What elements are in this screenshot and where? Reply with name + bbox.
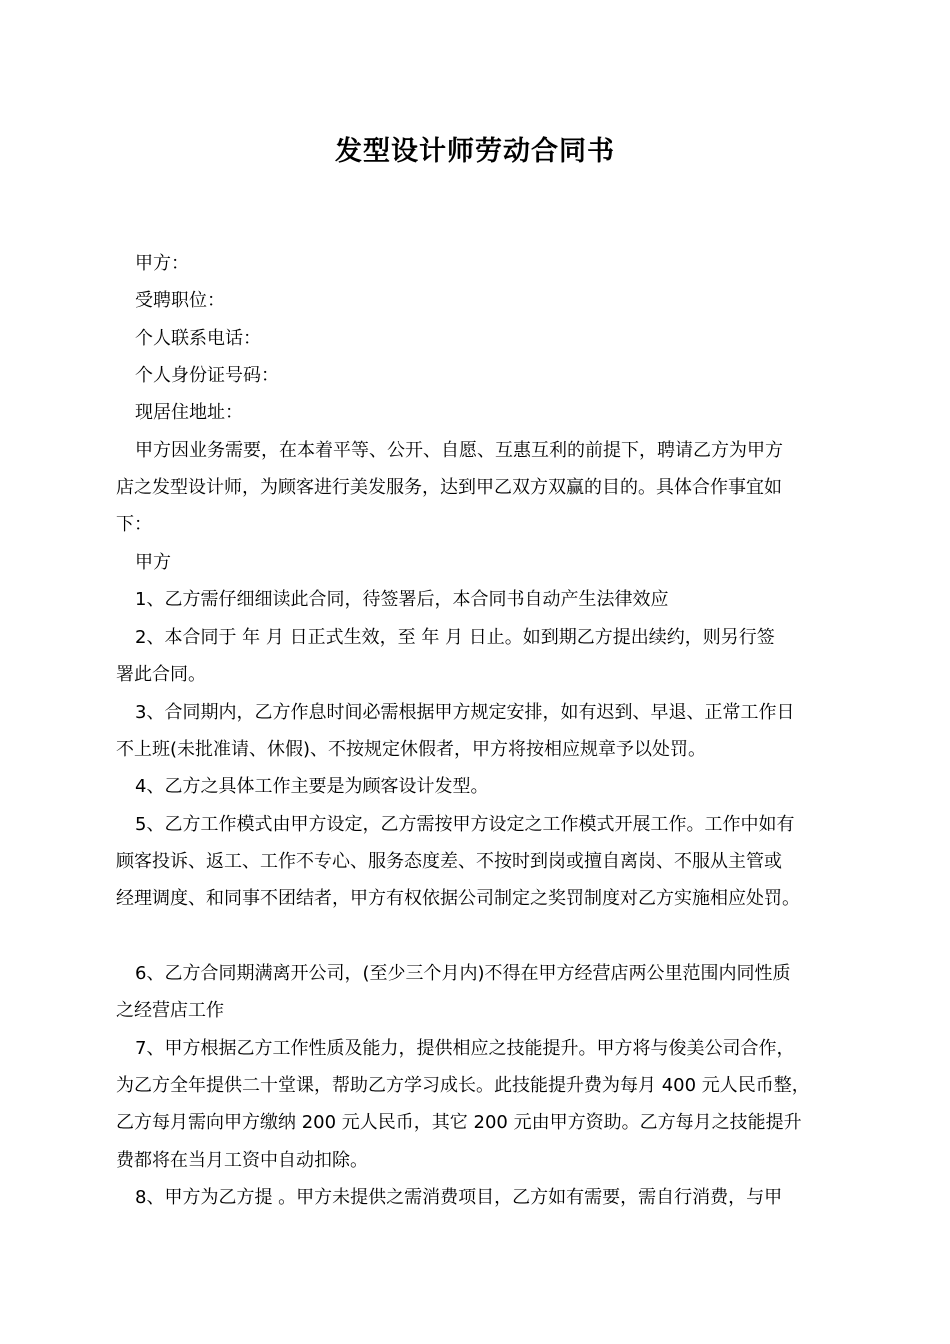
- field-phone: 个人联系电话：: [135, 328, 261, 349]
- clause-8: 8、甲方为乙方提 。甲方未提供之需消费项目，乙方如有需要，需自行消费，与甲: [135, 1187, 783, 1208]
- section-label: 甲方: [135, 552, 171, 573]
- clause-5: 5、乙方工作模式由甲方设定，乙方需按甲方设定之工作模式开展工作。工作中如有: [135, 814, 795, 835]
- field-position: 受聘职位：: [135, 290, 225, 311]
- field-id-number: 个人身份证号码：: [135, 365, 279, 386]
- clause-3: 3、合同期内，乙方作息时间必需根据甲方规定安排，如有迟到、早退、正常工作日: [135, 702, 795, 723]
- clause-2-cont: 署此合同。: [116, 664, 206, 685]
- intro-line: 甲方因业务需要，在本着平等、公开、自愿、互惠互利的前提下，聘请乙方为甲方: [135, 440, 783, 461]
- field-address: 现居住地址：: [135, 402, 243, 423]
- clause-4: 4、乙方之具体工作主要是为顾客设计发型。: [135, 776, 489, 797]
- clause-5-cont: 经理调度、和同事不团结者，甲方有权依据公司制定之奖罚制度对乙方实施相应处罚。: [116, 888, 800, 909]
- document-title: 发型设计师劳动合同书: [335, 136, 615, 167]
- field-party-a: 甲方：: [135, 253, 189, 274]
- clause-6-cont: 之经营店工作: [116, 1000, 224, 1021]
- clause-3-cont: 不上班(未批准请、休假)、不按规定休假者，甲方将按相应规章予以处罚。: [116, 739, 707, 760]
- clause-2: 2、本合同于 年 月 日正式生效，至 年 月 日止。如到期乙方提出续约，则另行签: [135, 627, 775, 648]
- clause-7-cont: 乙方每月需向甲方缴纳 200 元人民币，其它 200 元由甲方资助。乙方每月之技能提升: [116, 1112, 802, 1133]
- intro-line: 店之发型设计师，为顾客进行美发服务，达到甲乙双方双赢的目的。具体合作事宜如: [116, 477, 782, 498]
- clause-5-cont: 顾客投诉、返工、工作不专心、服务态度差、不按时到岗或擅自离岗、不服从主管或: [116, 851, 782, 872]
- clause-7-cont: 为乙方全年提供二十堂课，帮助乙方学习成长。此技能提升费为每月 400 元人民币整，: [116, 1075, 810, 1096]
- clause-6: 6、乙方合同期满离开公司，(至少三个月内)不得在甲方经营店两公里范围内同性质: [135, 963, 791, 984]
- clause-7-cont: 费都将在当月工资中自动扣除。: [116, 1150, 368, 1171]
- intro-line: 下：: [116, 514, 152, 535]
- clause-7: 7、甲方根据乙方工作性质及能力，提供相应之技能提升。甲方将与俊美公司合作，: [135, 1038, 795, 1059]
- clause-1: 1、乙方需仔细细读此合同，待签署后，本合同书自动产生法律效应: [135, 589, 669, 610]
